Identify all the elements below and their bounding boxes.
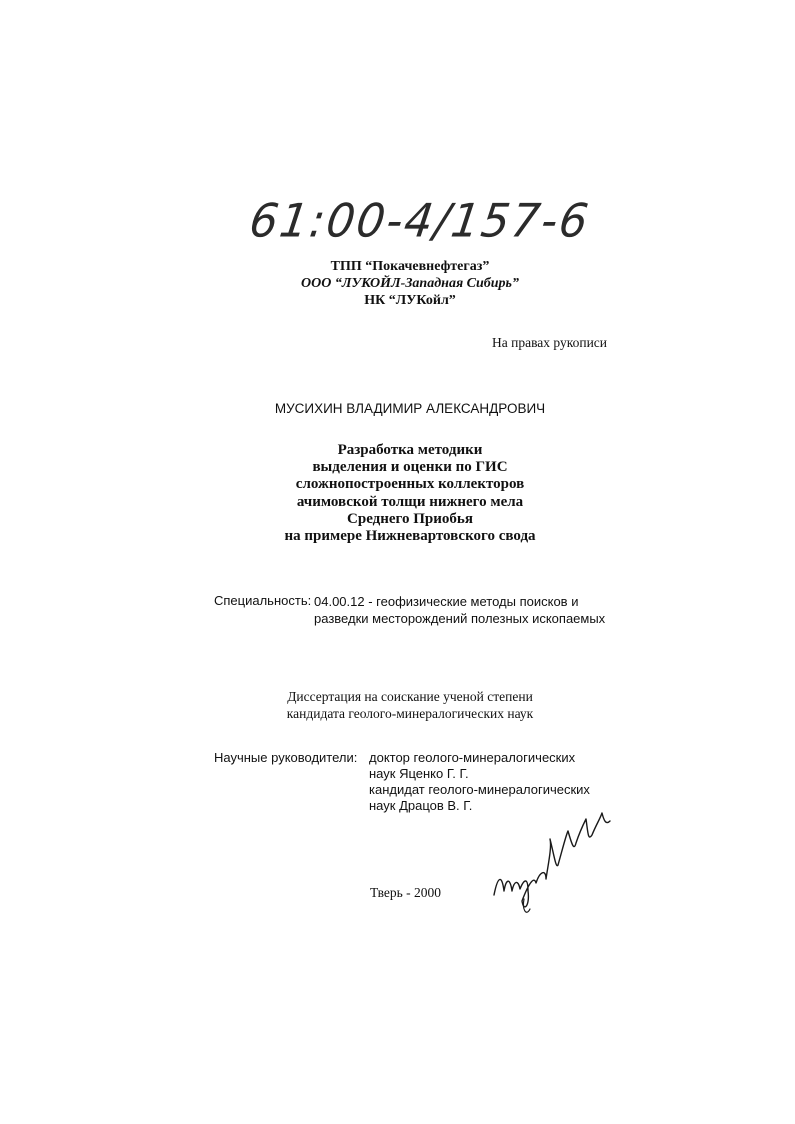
organization-line-2: ООО “ЛУКОЙЛ-Западная Сибирь”	[301, 276, 519, 291]
handwritten-catalog-number: 61:00-4/157-6	[246, 194, 594, 249]
supervisors-label: Научные руководители:	[214, 750, 358, 765]
specialty-line: разведки месторождений полезных ископаемых	[314, 611, 606, 626]
rights-note: На правах рукописи	[492, 335, 608, 350]
organization-line-1: ТПП “Покачевнефтегаз”	[330, 259, 490, 274]
specialty-label: Специальность:	[214, 593, 312, 608]
author-name: МУСИХИН ВЛАДИМИР АЛЕКСАНДРОВИЧ	[274, 401, 546, 416]
degree-line: Диссертация на соискание ученой степени	[287, 689, 533, 704]
organization-line-3: НК “ЛУКойл”	[364, 293, 456, 308]
title-line: сложнопостроенных коллекторов	[295, 476, 525, 493]
specialty-line: 04.00.12 - геофизические методы поисков и	[314, 594, 579, 609]
title-line: на примере Нижневартовского свода	[284, 528, 536, 545]
degree-line: кандидата геолого-минералогических наук	[286, 706, 534, 721]
title-line: Среднего Приобья	[347, 510, 473, 527]
title-line: Разработка методики	[337, 442, 483, 458]
degree-statement	[260, 688, 560, 722]
supervisor-line: наук Яценко Г. Г.	[369, 766, 469, 781]
specialty-value	[314, 593, 605, 627]
city-year: Тверь - 2000	[370, 885, 442, 900]
handwritten-signature	[488, 795, 618, 920]
title-line: выделения и оценки по ГИС	[312, 459, 508, 476]
supervisor-line: кандидат геолого-минералогических	[369, 782, 590, 797]
supervisor-line: доктор геолого-минералогических	[369, 750, 576, 765]
title-line: ачимовской толщи нижнего мела	[296, 493, 524, 510]
dissertation-title	[230, 442, 590, 545]
supervisor-line: наук Драцов В. Г.	[369, 798, 473, 813]
